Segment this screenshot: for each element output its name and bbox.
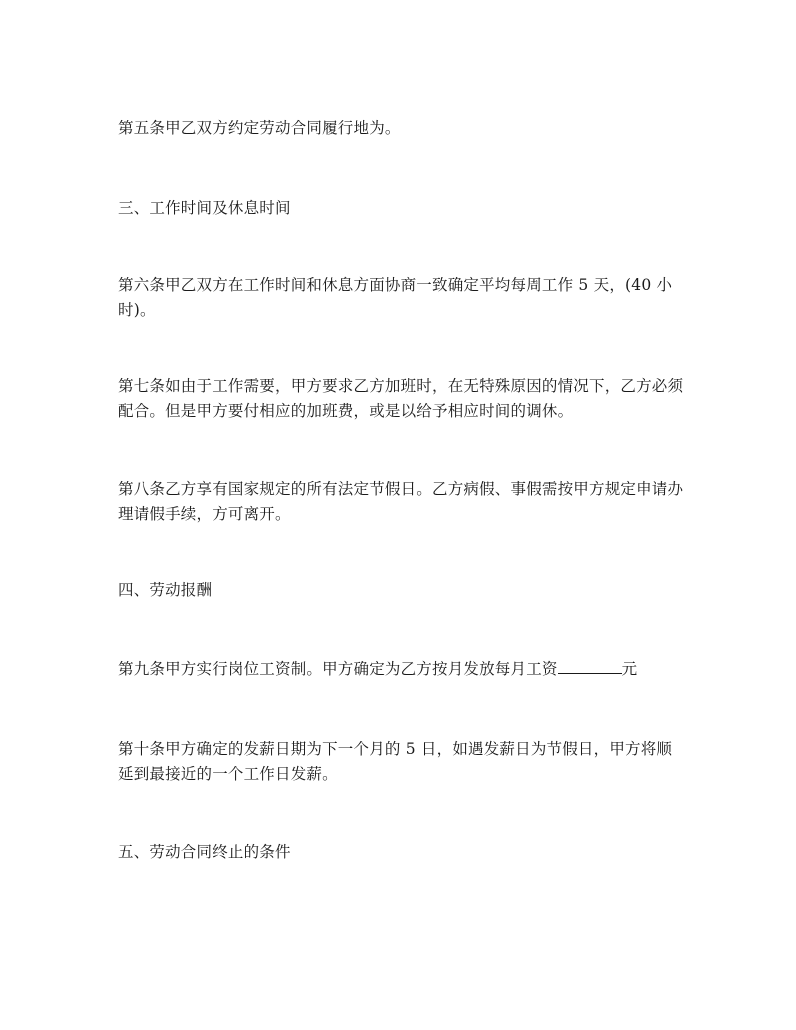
section-heading-remuneration: 四、劳动报酬	[118, 581, 213, 599]
clause-7-overtime: 第七条如由于工作需要，甲方要求乙方加班时，在无特殊原因的情况下，乙方必须配合。但是甲方要付相应的加班费，或是以给予相应时间的调休。	[118, 377, 684, 420]
section-heading-working-hours: 三、工作时间及休息时间	[118, 199, 291, 217]
clause-9-text: 第九条甲方实行岗位工资制。甲方确定为乙方按月发放每月工资	[118, 660, 558, 678]
clause-5-workplace: 第五条甲乙双方约定劳动合同履行地为。	[118, 119, 401, 137]
clause-6-weekly-hours: 第六条甲乙双方在工作时间和休息方面协商一致确定平均每周工作 5 天，(40 小时)。	[118, 276, 673, 319]
clause-10-payday: 第十条甲方确定的发薪日期为下一个月的 5 日，如遇发薪日为节假日，甲方将顺延到最接近的一个工作日发薪。	[118, 740, 673, 783]
salary-unit: 元	[621, 660, 638, 678]
clause-8-holidays: 第八条乙方享有国家规定的所有法定节假日。乙方病假、事假需按甲方规定申请办理请假手续，方可离开。	[118, 480, 684, 523]
clause-9-salary	[118, 657, 684, 682]
section-heading-termination: 五、劳动合同终止的条件	[118, 843, 291, 861]
salary-amount-blank	[558, 657, 622, 674]
